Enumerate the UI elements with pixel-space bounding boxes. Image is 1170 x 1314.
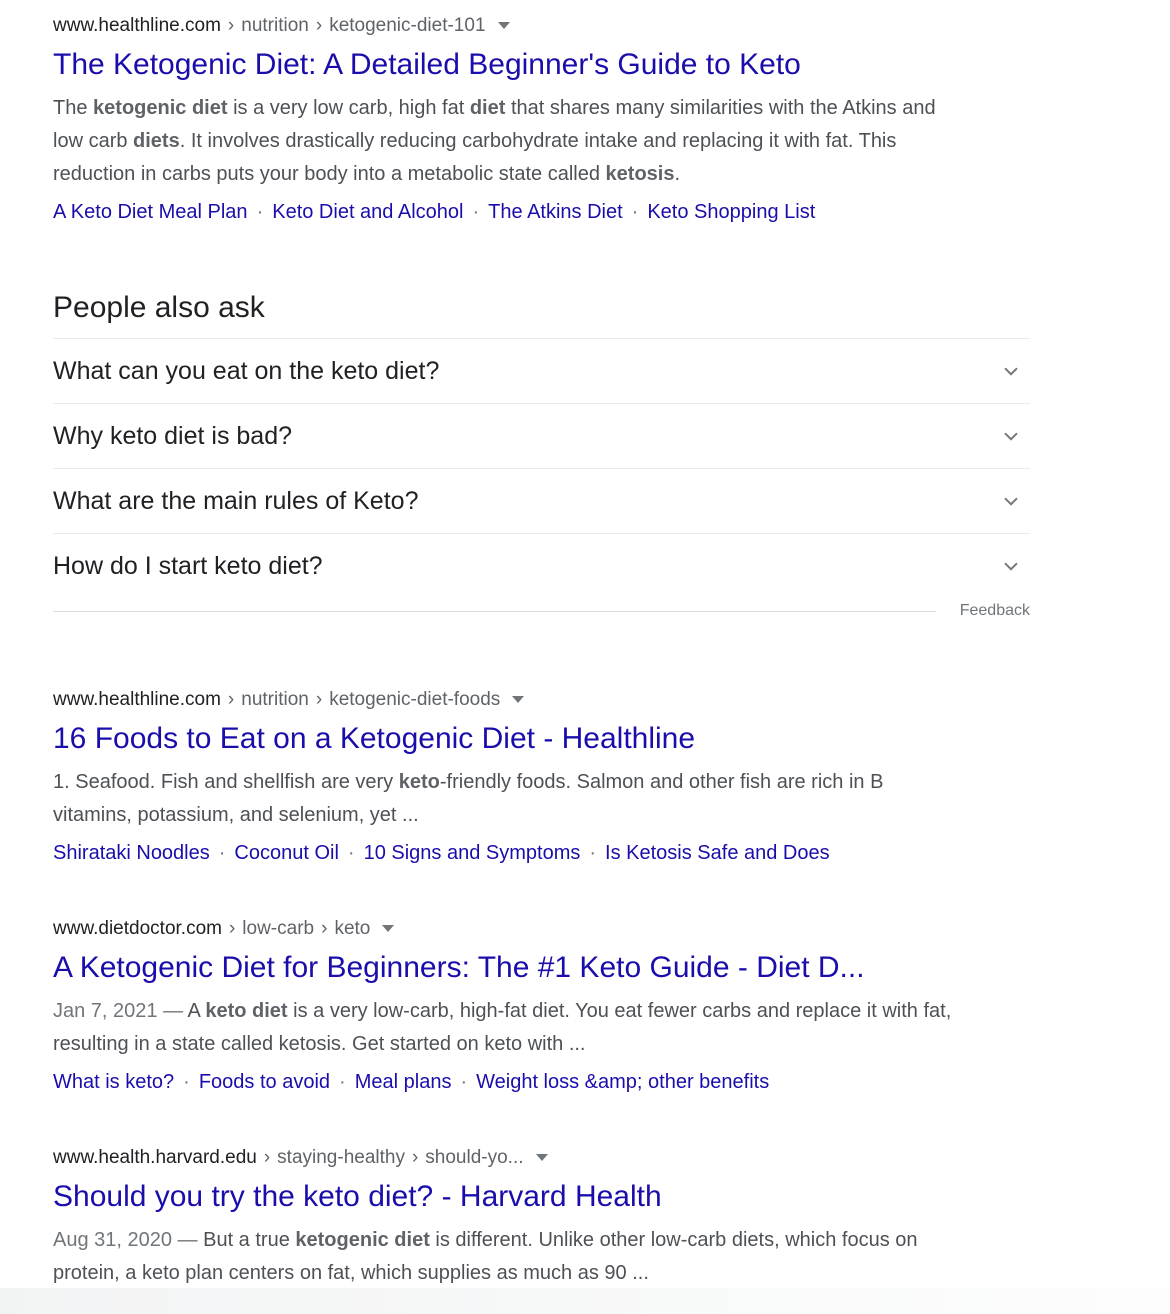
snippet-bold-term: diet	[469, 97, 506, 119]
result-snippet: Aug 31, 2020 — But a true ketogenic diet is different. Unlike other low-carb diets, which focus on protein, a keto plan centers on fat, which supplies as much as 90 ...	[53, 1229, 918, 1284]
breadcrumb[interactable]	[53, 14, 1030, 38]
paa-question-row[interactable]	[53, 403, 1030, 468]
breadcrumb[interactable]	[53, 917, 1030, 941]
sitelink-separator: ·	[347, 842, 355, 864]
sitelink[interactable]: What is keto?	[53, 1071, 175, 1093]
breadcrumb-separator: ›	[321, 918, 328, 939]
paa-question-row[interactable]	[53, 533, 1030, 598]
snippet-bold-term: ketogenic diet	[93, 97, 228, 119]
top-result-container	[53, 14, 1030, 226]
people-also-ask-heading: People also ask	[53, 291, 265, 324]
sitelink[interactable]: Coconut Oil	[234, 842, 339, 864]
paa-question-text: What are the main rules of Keto?	[53, 486, 419, 515]
sitelink[interactable]: The Atkins Diet	[488, 201, 623, 223]
sitelink[interactable]: 10 Signs and Symptoms	[363, 842, 581, 864]
result-date: Aug 31, 2020 —	[53, 1229, 204, 1251]
search-result	[53, 1146, 1030, 1290]
chevron-down-icon[interactable]	[998, 553, 1024, 579]
snippet-bold-term: ketosis	[605, 163, 675, 185]
breadcrumb-separator: ›	[263, 1147, 271, 1168]
chevron-down-icon[interactable]	[382, 925, 394, 932]
sitelink[interactable]: A Keto Diet Meal Plan	[53, 201, 248, 223]
sitelink[interactable]: Weight loss &amp; other benefits	[476, 1071, 770, 1093]
result-title-link[interactable]: A Ketogenic Diet for Beginners: The #1 Keto Guide - Diet D...	[53, 951, 865, 984]
feedback-link[interactable]: Feedback	[959, 602, 1030, 619]
result-snippet: Jan 7, 2021 — A keto diet is a very low-carb, high-fat diet. You eat fewer carbs and replace it with fat, resulting in a state called ketosis. Get started on keto with ...	[53, 1000, 952, 1055]
result-title-link[interactable]: The Ketogenic Diet: A Detailed Beginner's Guide to Keto	[53, 48, 801, 81]
breadcrumb-domain: www.health.harvard.edu	[53, 1147, 257, 1168]
sitelink[interactable]: Foods to avoid	[198, 1071, 331, 1093]
breadcrumb-separator: ›	[315, 689, 323, 710]
search-result	[53, 917, 1030, 1096]
breadcrumb-separator: ›	[315, 15, 323, 36]
paa-question-row[interactable]	[53, 338, 1030, 403]
sitelink[interactable]: Keto Diet and Alcohol	[272, 201, 464, 223]
sitelink-separator: ·	[256, 201, 264, 223]
sitelink[interactable]: Is Ketosis Safe and Does	[605, 842, 830, 864]
chevron-down-icon[interactable]	[498, 22, 510, 29]
snippet-bold-term: keto	[398, 771, 440, 793]
breadcrumb-path: low-carb	[242, 918, 315, 939]
breadcrumb-domain: www.healthline.com	[53, 15, 221, 36]
breadcrumb-separator: ›	[227, 15, 235, 36]
result-snippet: 1. Seafood. Fish and shellfish are very keto-friendly foods. Salmon and other fish are rich in B vitamins, potassium, and selenium, yet ...	[53, 771, 884, 826]
result-snippet: The ketogenic diet is a very low carb, high fat diet that shares many similarities with the Atkins and low carb diets. It involves drastically reducing carbohydrate intake and replacing it with fat. This reduction in carbs puts your body into a metabolic state called ketosis.	[53, 97, 936, 185]
sitelink-separator: ·	[472, 201, 480, 223]
people-also-ask-list	[53, 338, 1030, 598]
breadcrumb-separator: ›	[228, 918, 236, 939]
breadcrumb-domain: www.healthline.com	[53, 689, 221, 710]
sitelink-separator: ·	[631, 201, 639, 223]
breadcrumb-separator: ›	[227, 689, 235, 710]
sitelink[interactable]: Meal plans	[354, 1071, 452, 1093]
result-sitelinks	[53, 840, 1030, 867]
snippet-bold-term: diets	[133, 130, 180, 152]
breadcrumb-path: nutrition	[241, 15, 309, 36]
result-title-link[interactable]: Should you try the keto diet? - Harvard Health	[53, 1180, 662, 1213]
chevron-down-icon[interactable]	[998, 423, 1024, 449]
sitelink-separator: ·	[183, 1071, 190, 1093]
next-section-edge	[0, 1288, 1170, 1314]
people-also-ask	[53, 288, 1030, 622]
breadcrumb-path: ketogenic-diet-foods	[329, 689, 501, 710]
result-date: Jan 7, 2021 —	[53, 1000, 188, 1022]
sitelink[interactable]: Keto Shopping List	[647, 201, 816, 223]
chevron-down-icon[interactable]	[998, 358, 1024, 384]
breadcrumb-path: nutrition	[241, 689, 309, 710]
breadcrumb-separator: ›	[411, 1147, 419, 1168]
paa-question-text: How do I start keto diet?	[53, 551, 323, 580]
paa-question-row[interactable]	[53, 468, 1030, 533]
divider	[53, 611, 936, 612]
sitelink-separator: ·	[218, 842, 226, 864]
sitelink-separator: ·	[339, 1071, 346, 1093]
snippet-bold-term: ketogenic diet	[295, 1229, 430, 1251]
search-result	[53, 14, 1030, 226]
search-result	[53, 688, 1030, 867]
result-sitelinks	[53, 1069, 1030, 1096]
result-sitelinks	[53, 199, 1030, 226]
breadcrumb-path: keto	[334, 918, 371, 939]
breadcrumb[interactable]	[53, 688, 1030, 712]
chevron-down-icon[interactable]	[998, 488, 1024, 514]
breadcrumb-path: staying-healthy	[277, 1147, 405, 1168]
sitelink-separator: ·	[460, 1071, 468, 1093]
sitelink-separator: ·	[589, 842, 597, 864]
breadcrumb[interactable]	[53, 1146, 1030, 1170]
people-also-ask-footer	[53, 600, 1030, 622]
breadcrumb-path: should-yo...	[425, 1147, 524, 1168]
sitelink[interactable]: Shirataki Noodles	[53, 842, 210, 864]
result-list-container	[53, 688, 1030, 1290]
result-title-link[interactable]: 16 Foods to Eat on a Ketogenic Diet - Healthline	[53, 722, 696, 755]
snippet-bold-term: keto diet	[205, 1000, 288, 1022]
breadcrumb-path: ketogenic-diet-101	[329, 15, 486, 36]
paa-question-text: Why keto diet is bad?	[53, 421, 293, 450]
chevron-down-icon[interactable]	[512, 696, 524, 703]
paa-question-text: What can you eat on the keto diet?	[53, 356, 440, 385]
chevron-down-icon[interactable]	[536, 1154, 548, 1161]
breadcrumb-domain: www.dietdoctor.com	[53, 918, 222, 939]
